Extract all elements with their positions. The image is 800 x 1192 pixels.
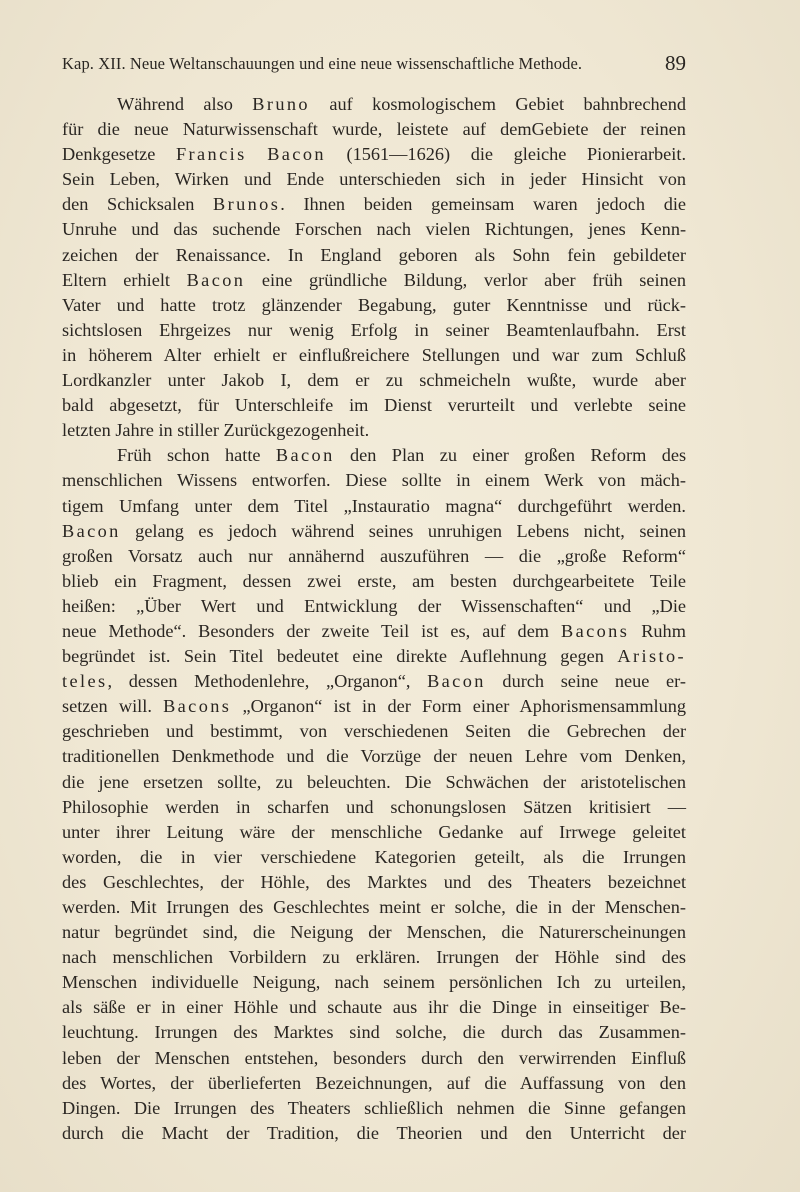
text-line: Sein Leben, Wirken und Ende unterschieden sich in jeder Hinsicht von: [62, 169, 687, 190]
text-line: Denkgesetze Francis Bacon (1561—1626) die gleiche Pionierarbeit.: [62, 144, 687, 165]
text-line: Während also Bruno auf kosmologischem Gebiet bahnbrechend: [117, 94, 687, 114]
text-line: Eltern erhielt Bacon eine gründliche Bildung, verlor aber früh seinen: [62, 269, 686, 290]
text-line: leben der Menschen entstehen, besonders durch den verwirrenden Einfluß: [62, 1047, 686, 1068]
text-line: Unruhe und das suchende Forschen nach vielen Richtungen, jenes Kenn-: [62, 219, 687, 240]
text-line: menschlichen Wissens entworfen. Diese sollte in einem Werk von mäch-: [62, 470, 687, 491]
text-line: traditionellen Denkmethode und die Vorzüge der neuen Lehre vom Denken,: [62, 746, 687, 767]
text-line: setzen will. Bacons „Organon“ ist in der Form einer Aphorismensammlung: [62, 696, 687, 717]
text-line: Früh schon hatte Bacon den Plan zu einer großen Reform des: [117, 445, 687, 466]
text-line: neue Methode“. Besonders der zweite Teil ist es, auf dem Bacons Ruhm: [62, 620, 686, 641]
text-line: letzten Jahre in stiller Zurückgezogenheit.: [62, 420, 370, 441]
text-line: Lordkanzler unter Jakob I, dem er zu schmeicheln wußte, wurde aber: [62, 370, 686, 391]
text-line: die jene ersetzen sollte, zu beleuchten. Die Schwächen der aristotelischen: [62, 771, 687, 792]
text-line: heißen: „Über Wert und Entwicklung der Wissenschaften“ und „Die: [62, 595, 687, 616]
text-line: Dingen. Die Irrungen des Theaters schließlich nehmen die Sinne gefangen: [62, 1097, 687, 1118]
text-line: Vater und hatte trotz glänzender Begabung, guter Kenntnisse und rück-: [62, 294, 687, 315]
text-line: begründet ist. Sein Titel bedeutet eine direkte Auflehnung gegen Aristo-: [62, 646, 686, 667]
text-line: in höherem Alter erhielt er einflußreichere Stellungen und war zum Schluß: [62, 344, 686, 365]
text-line: leuchtung. Irrungen des Marktes sind solche, die durch das Zusammen-: [62, 1022, 686, 1043]
text-line: sichtslosen Ehrgeizes nur wenig Erfolg in seiner Beamtenlaufbahn. Erst: [62, 319, 686, 340]
text-line: zeichen der Renaissance. In England geboren als Sohn fein gebildeter: [62, 244, 686, 265]
running-header: [62, 52, 686, 82]
text-line: des Wortes, der überlieferten Bezeichnungen, auf die Auffassung von den: [62, 1072, 686, 1093]
text-line: großen Vorsatz auch nur annähernd auszuführen — die „große Reform“: [62, 545, 686, 566]
text-line: nach menschlichen Vorbildern zu erklären. Irrungen der Höhle sind des: [62, 947, 686, 968]
text-line: teles, dessen Methodenlehre, „Organon“, Bacon durch seine neue er-: [62, 671, 686, 692]
text-line: den Schicksalen Brunos. Ihnen beiden gemeinsam waren jedoch die: [62, 194, 687, 215]
text-line: durch die Macht der Tradition, die Theorien und den Unterricht der: [62, 1122, 686, 1143]
text-line: Bacon gelang es jedoch während seines unruhigen Lebens nicht, seinen: [62, 520, 687, 541]
text-line: Menschen individuelle Neigung, nach seinem persönlichen Ich zu urteilen,: [62, 972, 686, 993]
text-line: bald abgesetzt, für Unterschleife im Dienst verurteilt und verlebte seine: [62, 395, 686, 416]
text-line: worden, die in vier verschiedene Kategorien geteilt, als die Irrungen: [62, 846, 686, 867]
text-line: für die neue Naturwissenschaft wurde, leistete auf demGebiete der reinen: [62, 119, 686, 140]
text-line: Philosophie werden in scharfen und schonungslosen Sätzen kritisiert —: [62, 796, 686, 817]
text-line: blieb ein Fragment, dessen zwei erste, am besten durchgearbeitete Teile: [62, 570, 687, 591]
text-line: natur begründet sind, die Neigung der Menschen, die Naturerscheinungen: [62, 922, 687, 943]
text-line: geschrieben und bestimmt, von verschiedenen Seiten die Gebrechen der: [62, 721, 687, 742]
text-line: werden. Mit Irrungen des Geschlechtes meint er solche, die in der Menschen-: [62, 897, 686, 917]
page-number: 89: [665, 51, 686, 75]
text-line: tigem Umfang unter dem Titel „Instauratio magna“ durchgeführt werden.: [62, 495, 686, 516]
body-text: [62, 92, 686, 1146]
text-line: unter ihrer Leitung wäre der menschliche Gedanke auf Irrwege geleitet: [62, 821, 686, 842]
text-line: als säße er in einer Höhle und schaute aus ihr die Dinge in einseitiger Be-: [62, 997, 686, 1018]
chapter-title: Kap. XII. Neue Weltanschauungen und eine neue wissenschaftliche Methode.: [62, 54, 583, 73]
text-line: des Geschlechtes, der Höhle, des Marktes und des Theaters bezeichnet: [62, 871, 687, 892]
